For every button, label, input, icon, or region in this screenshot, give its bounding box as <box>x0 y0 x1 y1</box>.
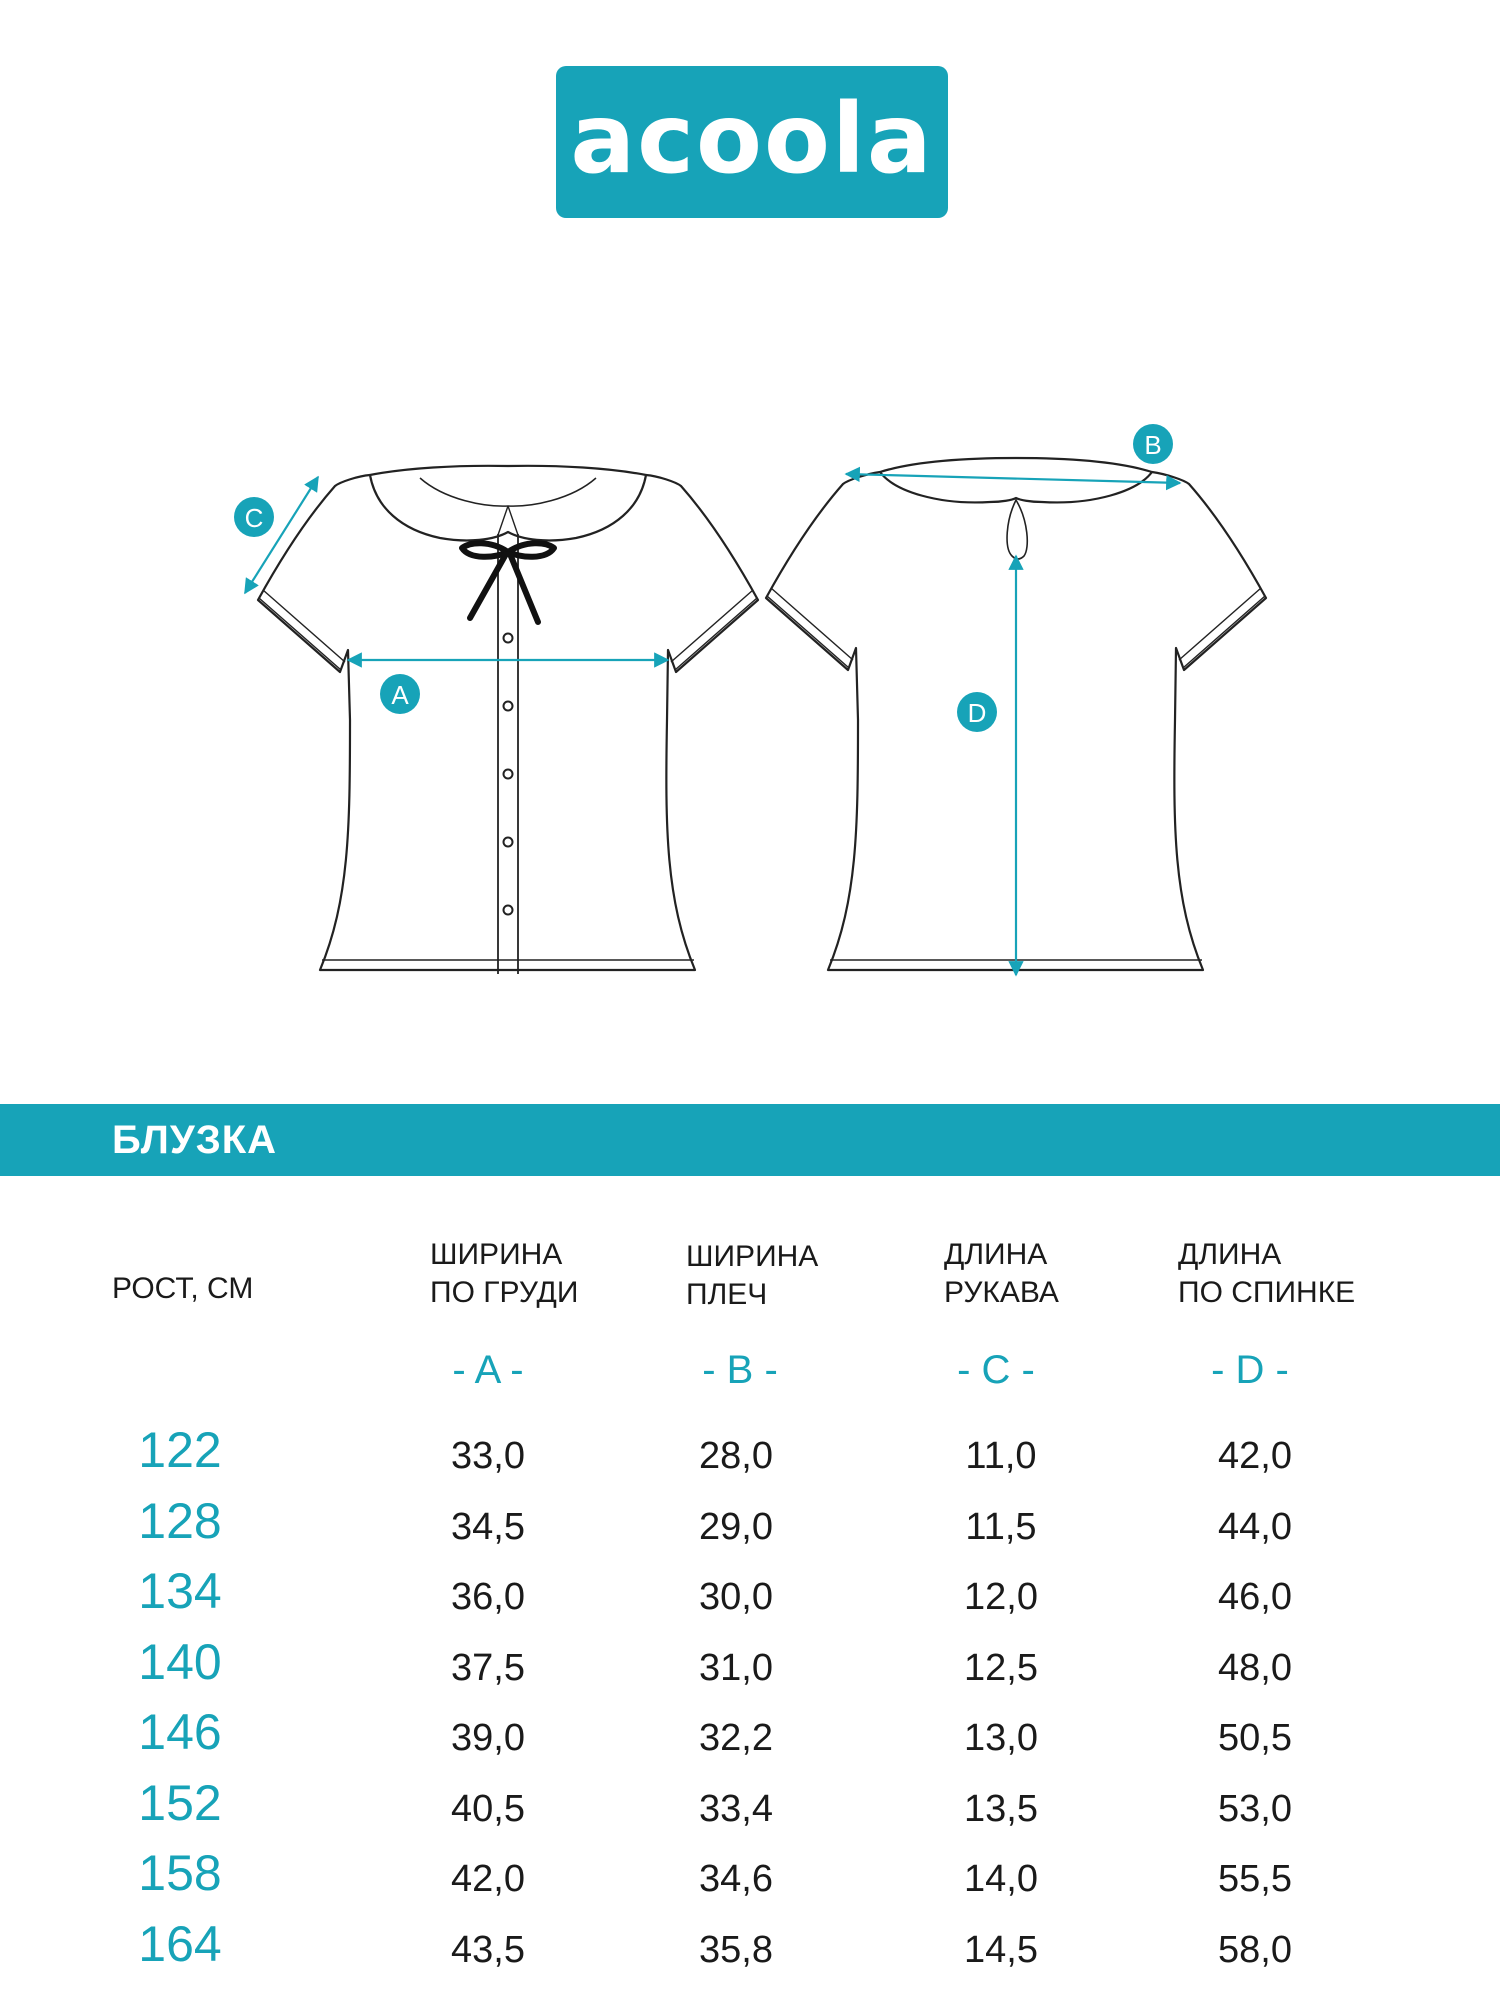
table-row <box>0 1704 1500 1768</box>
label-a-badge <box>380 674 420 714</box>
column-header-line2: РУКАВА <box>944 1276 1059 1309</box>
column-letter-b: - B - <box>702 1348 778 1392</box>
column-header-line1: ШИРИНА <box>430 1238 563 1271</box>
cell-b: 33,4 <box>699 1788 773 1830</box>
brand-logo <box>556 66 948 218</box>
bow-tie <box>462 543 554 622</box>
measure-lines-back <box>846 474 1180 975</box>
measure-lines-front <box>245 477 668 660</box>
cell-a: 43,5 <box>451 1929 525 1971</box>
table-row <box>0 1845 1500 1909</box>
table-row <box>0 1493 1500 1557</box>
label-d-text: D <box>967 698 987 728</box>
label-d-badge <box>957 692 997 732</box>
cell-c: 11,0 <box>965 1435 1037 1477</box>
column-header-line1: ДЛИНА <box>1178 1238 1282 1271</box>
table-row <box>0 1563 1500 1627</box>
cell-b: 35,8 <box>699 1929 773 1971</box>
row-height: 140 <box>138 1634 222 1690</box>
cell-b: 32,2 <box>699 1717 773 1759</box>
brand-logo-text: acoola <box>570 83 934 195</box>
column-letter-d: - D - <box>1211 1348 1289 1392</box>
cell-c: 13,0 <box>964 1717 1038 1759</box>
garment-measurement-diagram <box>0 420 1500 1000</box>
cell-d: 48,0 <box>1218 1647 1292 1689</box>
row-height: 134 <box>138 1563 222 1619</box>
table-row <box>0 1916 1500 1980</box>
row-height: 128 <box>138 1493 222 1549</box>
cell-a: 39,0 <box>451 1717 525 1759</box>
column-header-line1: ДЛИНА <box>944 1238 1048 1271</box>
table-row <box>0 1634 1500 1698</box>
product-title-band <box>0 1104 1500 1176</box>
cell-a: 34,5 <box>451 1506 525 1548</box>
cell-a: 40,5 <box>451 1788 525 1830</box>
cell-d: 55,5 <box>1218 1858 1292 1900</box>
cell-b: 29,0 <box>699 1506 773 1548</box>
product-title: БЛУЗКА <box>112 1118 278 1162</box>
cell-b: 30,0 <box>699 1576 773 1618</box>
label-b-badge <box>1133 424 1173 464</box>
row-height: 152 <box>138 1775 222 1831</box>
column-header-line2: ПО ГРУДИ <box>430 1276 579 1309</box>
column-header-line2: ПЛЕЧ <box>686 1278 768 1311</box>
cell-b: 28,0 <box>699 1435 773 1477</box>
cell-c: 14,5 <box>964 1929 1038 1971</box>
column-header-line2: ПО СПИНКЕ <box>1178 1276 1356 1309</box>
cell-d: 46,0 <box>1218 1576 1292 1618</box>
column-letter-c: - C - <box>957 1348 1035 1392</box>
cell-b: 34,6 <box>699 1858 773 1900</box>
cell-c: 13,5 <box>964 1788 1038 1830</box>
row-height: 164 <box>138 1916 222 1972</box>
cell-d: 42,0 <box>1218 1435 1292 1477</box>
cell-c: 14,0 <box>964 1858 1038 1900</box>
column-header-back-length <box>1178 1236 1355 1312</box>
column-header-sleeve-length <box>944 1236 1059 1312</box>
row-height: 146 <box>138 1704 222 1760</box>
label-a-text: A <box>391 680 409 710</box>
column-header-line1: ШИРИНА <box>686 1240 819 1273</box>
table-row <box>0 1422 1500 1486</box>
cell-d: 53,0 <box>1218 1788 1292 1830</box>
cell-a: 33,0 <box>451 1435 525 1477</box>
height-header: РОСТ, СМ <box>112 1272 254 1305</box>
cell-d: 58,0 <box>1218 1929 1292 1971</box>
cell-d: 44,0 <box>1218 1506 1292 1548</box>
blouse-front-view <box>258 466 758 974</box>
column-header-chest-width <box>430 1236 578 1312</box>
label-c-text: C <box>244 503 264 533</box>
cell-a: 36,0 <box>451 1576 525 1618</box>
label-b-text: B <box>1144 430 1162 460</box>
column-letter-a: - A - <box>452 1348 524 1392</box>
cell-a: 42,0 <box>451 1858 525 1900</box>
label-c-badge <box>234 497 274 537</box>
table-row <box>0 1775 1500 1839</box>
row-height: 122 <box>138 1422 222 1478</box>
row-height: 158 <box>138 1845 222 1901</box>
cell-d: 50,5 <box>1218 1717 1292 1759</box>
cell-c: 12,0 <box>964 1576 1038 1618</box>
button-placket <box>504 634 513 915</box>
cell-c: 11,5 <box>965 1506 1037 1548</box>
cell-c: 12,5 <box>964 1647 1038 1689</box>
column-header-shoulder-width <box>686 1238 818 1314</box>
cell-b: 31,0 <box>699 1647 773 1689</box>
cell-a: 37,5 <box>451 1647 525 1689</box>
